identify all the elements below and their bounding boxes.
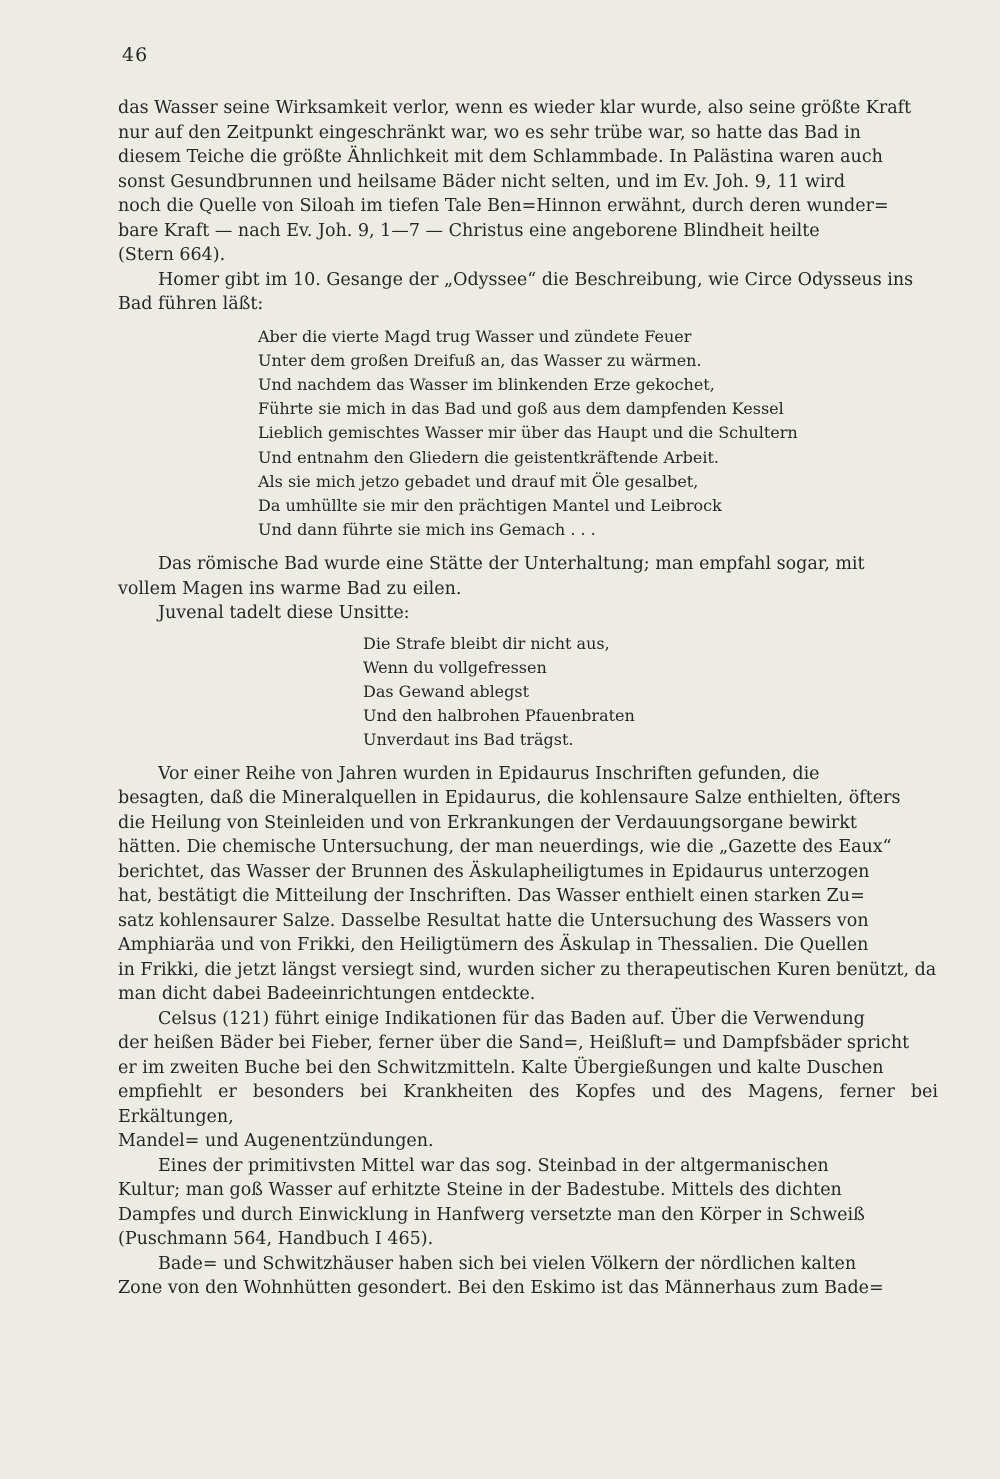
paragraph-steinbad: Eines der primitivsten Mittel war das sog. Steinbad in der altgermanischen Kultur; man goß Wasser auf erhitzte Steine in der Badestube. Mittels des dichten Dampfes und durch Einwicklung in Hanfwerg versetzte man den Körper in Schweiß (Puschmann 564, Handbuch I 465). <box>118 1155 865 1250</box>
paragraph-bethesda-siloah: das Wasser seine Wirksamkeit verlor, wenn es wieder klar wurde, also seine größte Kraft nur auf den Zeitpunkt eingeschränkt war, wo es sehr trübe war, so hatte das Bad in diesem Teiche die größte Ähnlichkeit mit dem Schlammbade. In Palästina waren auch sonst Gesundbrunnen und heilsame Bäder nicht selten, und im Ev. Joh. 9, 11 wird noch die Quelle von Siloah im tiefen Tale Ben=Hinnon erwähnt, durch deren wunder= bare Kraft — nach Ev. Joh. 9, 1—7 — Christus eine angeborene Blindheit heilte (Stern 664). <box>118 98 912 265</box>
paragraph-celsus: Celsus (121) führt einige Indikationen für das Baden auf. Über die Verwendung der heißen Bäder bei Fieber, ferner über die Sand=, Heißluft= und Dampfsbäder spricht er im zweiten Buche bei den Schwitzmitteln. Kalte Übergießungen und kalte Duschen empfiehlt er besonders bei Krankheiten des Kopfes und des Magens, ferner bei Erkältungen, Mandel= und Augenentzündungen. <box>118 1008 938 1152</box>
paragraph-roman-bath: Das römische Bad wurde eine Stätte der Unterhaltung; man empfahl sogar, mit vollem Magen ins warme Bad zu eilen. <box>118 554 865 599</box>
paragraph-epidaurus: Vor einer Reihe von Jahren wurden in Epidaurus Inschriften gefunden, die besagten, daß die Mineralquellen in Epidaurus, die kohlensaure Salze enthielten, öfters die Heilung von Steinleiden und von Erkrankungen der Verdauungsorgane bewirkt hätten. Die chemische Untersuchung, der man neuerdings, wie die „Gazette des Eaux“ berichtet, das Wasser der Brunnen des Äskulapheiligtumes in Epidaurus unterzogen hat, bestätigt die Mitteilung der Inschriften. Das Wasser enthielt einen starken Zu= satz kohlensaurer Salze. Dasselbe Resultat hatte die Untersuchung des Wassers von Amphiaräa und von Frikki, den Heiligtümern des Äskulap in Thessalien. Die Quellen in Frikki, die jetzt längst versiegt sind, wurden sicher zu therapeutischen Kuren benützt, da man dicht dabei Badeeinrichtungen entdeckte. <box>118 763 937 1005</box>
paragraph-juvenal-intro: Juvenal tadelt diese Unsitte: <box>158 603 410 624</box>
poem-juvenal-quote: Die Strafe bleibt dir nicht aus, Wenn du vollgefressen Das Gewand ablegst Und den halbrohen Pfauenbraten Unverdaut ins Bad trägst. <box>363 633 635 749</box>
paragraph-schwitzhaeuser: Bade= und Schwitzhäuser haben sich bei vielen Völkern der nördlichen kalten Zone von den Wohnhütten gesondert. Bei den Eskimo ist das Männerhaus zum Bade= <box>118 1253 884 1299</box>
paragraph-homer-intro: Homer gibt im 10. Gesange der „Odyssee“ die Beschreibung, wie Circe Odysseus ins Bad führen läßt: <box>118 269 914 314</box>
poem-odyssey-quote: Aber die vierte Magd trug Wasser und zündete Feuer Unter dem großen Dreifuß an, das Wasser zu wärmen. Und nachdem das Wasser im blinkenden Erze gekochet, Führte sie mich in das Bad und goß aus dem dampfenden Kessel Lieblich gemischtes Wasser mir über das Haupt und die Schultern Und entnahm den Gliedern die geistentkräftende Arbeit. Als sie mich jetzo gebadet und drauf mit Öle gesalbet, Da umhüllte sie mir den prächtigen Mantel und Leibrock Und dann führte sie mich ins Gemach . . . <box>258 326 798 540</box>
page-number: 46 <box>122 44 149 66</box>
page-body <box>118 96 938 1301</box>
